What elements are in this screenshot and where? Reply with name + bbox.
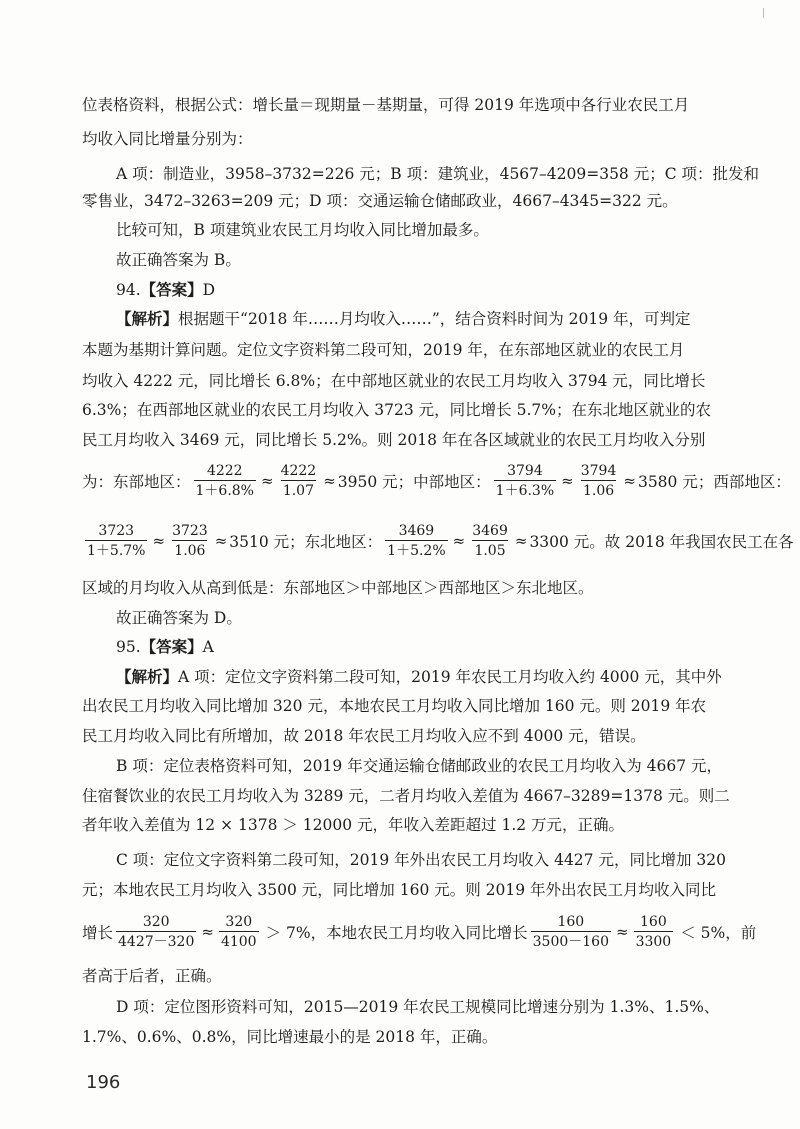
numerator: 160 [640, 914, 667, 930]
denominator: 1.06 [172, 540, 207, 560]
analysis-label: 【解析】 [116, 309, 179, 328]
text-line: C 项：定位文字资料第二段可知，2019 年外出农民工月均收入 4427 元，同比增加 320 [116, 851, 726, 869]
approx-sign: ≈ [152, 532, 166, 550]
text-line: 1.7%、0.6%、0.8%，同比增速最小的是 2018 年，正确。 [82, 1028, 498, 1046]
question-number: 95. [116, 638, 141, 656]
numerator: 4222 [280, 463, 317, 479]
answer-label: 【答案】 [140, 280, 203, 299]
numerator: 3794 [507, 463, 543, 479]
fraction [579, 462, 619, 500]
text-line: 零售业，3472–3263=209 元；D 项：交通运输仓储邮政业，4667–4345=322 元。 [82, 192, 678, 210]
analysis-text: A 项：定位文字资料第二段可知，2019 年农民工月均收入约 4000 元，其中外 [178, 668, 722, 686]
numerator: 3469 [398, 523, 435, 539]
numerator: 4222 [206, 463, 243, 479]
formula-row [82, 910, 756, 954]
text-line: 元；本地农民工月均收入 3500 元，同比增加 160 元。则 2019 年外出农民工月均收入同比 [82, 881, 717, 899]
numerator: 320 [225, 914, 253, 930]
text-line: 故正确答案为 D。 [116, 609, 242, 627]
numerator: 3723 [172, 523, 208, 539]
approx-sign: ≈ [214, 532, 228, 550]
fraction [279, 462, 319, 500]
text-line: 均收入同比增量分别为： [82, 130, 253, 148]
answer-value: D [202, 281, 216, 299]
text-line: 区域的月均收入从高到低是：东部地区＞中部地区＞西部地区＞东北地区。 [82, 579, 594, 597]
formula-text: 3950 元；中部地区： [337, 473, 491, 491]
approx-sign: ≈ [615, 923, 629, 941]
numerator: 3469 [472, 523, 508, 539]
text-line: 比较可知，B 项建筑业农民工月均收入同比增加最多。 [116, 221, 489, 239]
answer-label: 【答案】 [140, 637, 203, 656]
denominator: 3500－160 [531, 931, 611, 951]
numerator: 3794 [580, 463, 617, 479]
denominator: 1＋5.2% [385, 540, 447, 560]
approx-sign: ≈ [561, 472, 574, 490]
text-line: 故正确答案为 B。 [116, 251, 241, 269]
denominator: 1＋5.7% [85, 540, 147, 560]
text-line: 者年收入差值为 12 × 1378 ＞ 12000 元，年收入差距超过 1.2 万元，正确。 [82, 816, 625, 834]
approx-sign: ≈ [323, 472, 336, 490]
text-line: 出农民工月均收入同比增加 320 元，本地农民工月均收入同比增加 160 元。则 2019 年农 [82, 697, 707, 715]
fraction [494, 462, 556, 500]
formula-row [82, 459, 791, 503]
text-line: A 项：制造业，3958–3732=226 元；B 项：建筑业，4567–4209=358 元；C 项：批发和 [116, 165, 760, 183]
formula-text: 3300 元。故 2018 年我国农民工在各 [529, 533, 794, 551]
denominator: 1＋6.3% [494, 480, 556, 500]
formula-text: ＜ 5%，前 [680, 924, 757, 942]
analysis-line [116, 667, 722, 687]
denominator: 1＋6.8% [194, 480, 256, 500]
text-line: 民工月均收入 3469 元，同比增长 5.2%。则 2018 年在各区域就业的农民工月均收入分别 [82, 431, 706, 449]
analysis-text: 根据题干“2018 年……月均收入……”，结合资料时间为 2019 年，可判定 [178, 310, 691, 328]
denominator: 4427－320 [116, 931, 196, 951]
numerator: 160 [557, 914, 585, 930]
text-line: 住宿餐饮业的农民工月均收入为 3289 元，二者月均收入差值为 4667–3289=1378 元。则二 [82, 787, 730, 805]
denominator: 3300 [634, 931, 674, 951]
formula-row [82, 519, 794, 563]
formula-text: 3510 元；东北地区： [229, 533, 383, 551]
fraction [85, 522, 147, 560]
approx-sign: ≈ [452, 532, 466, 550]
fraction [116, 913, 196, 951]
numerator: 3723 [98, 523, 135, 539]
formula-text: 3580 元；西部地区： [637, 473, 791, 491]
fraction [470, 522, 510, 560]
fraction [219, 913, 259, 951]
answer-line-95 [116, 637, 214, 657]
denominator: 1.07 [281, 480, 316, 500]
approx-sign: ≈ [261, 472, 274, 490]
fraction [385, 522, 447, 560]
denominator: 1.06 [581, 480, 616, 500]
text-line: 者高于后者，正确。 [82, 967, 222, 985]
fraction [634, 913, 674, 951]
answer-value: A [202, 638, 214, 656]
answer-line-94 [116, 280, 215, 300]
fraction [531, 913, 611, 951]
approx-sign: ≈ [623, 472, 636, 490]
formula-lead: 增长 [82, 924, 114, 942]
denominator: 1.05 [472, 540, 507, 560]
question-number: 94. [116, 281, 141, 299]
text-line: B 项：定位表格资料可知，2019 年交通运输仓储邮政业的农民工月均收入为 4667 元， [116, 757, 722, 775]
analysis-label: 【解析】 [116, 667, 179, 686]
formula-text: ＞ 7%，本地农民工月均收入同比增长 [265, 924, 528, 942]
fraction [194, 462, 256, 500]
formula-lead: 为：东部地区： [82, 473, 191, 491]
text-line: 位表格资料，根据公式：增长量＝现期量－基期量，可得 2019 年选项中各行业农民工月 [82, 96, 690, 114]
approx-sign: ≈ [201, 923, 214, 941]
numerator: 320 [142, 914, 170, 930]
analysis-line [116, 309, 691, 329]
approx-sign: ≈ [514, 532, 528, 550]
text-line: 本题为基期计算问题。定位文字资料第二段可知，2019 年，在东部地区就业的农民工月 [82, 341, 685, 359]
text-line: 均收入 4222 元，同比增长 6.8%；在中部地区就业的农民工月均收入 3794 元，同比增长 [82, 372, 706, 390]
page-number: 196 [86, 1072, 121, 1093]
scan-mark [763, 8, 766, 18]
text-line: D 项：定位图形资料可知，2015—2019 年农民工规模同比增速分别为 1.3%、1.5%、 [116, 998, 720, 1016]
text-line: 6.3%；在西部地区就业的农民工月均收入 3723 元，同比增长 5.7%；在东北地区就业的农 [82, 401, 711, 419]
fraction [170, 522, 210, 560]
text-line: 民工月均收入同比有所增加，故 2018 年农民工月均收入应不到 4000 元，错误。 [82, 727, 646, 745]
denominator: 4100 [219, 931, 259, 951]
